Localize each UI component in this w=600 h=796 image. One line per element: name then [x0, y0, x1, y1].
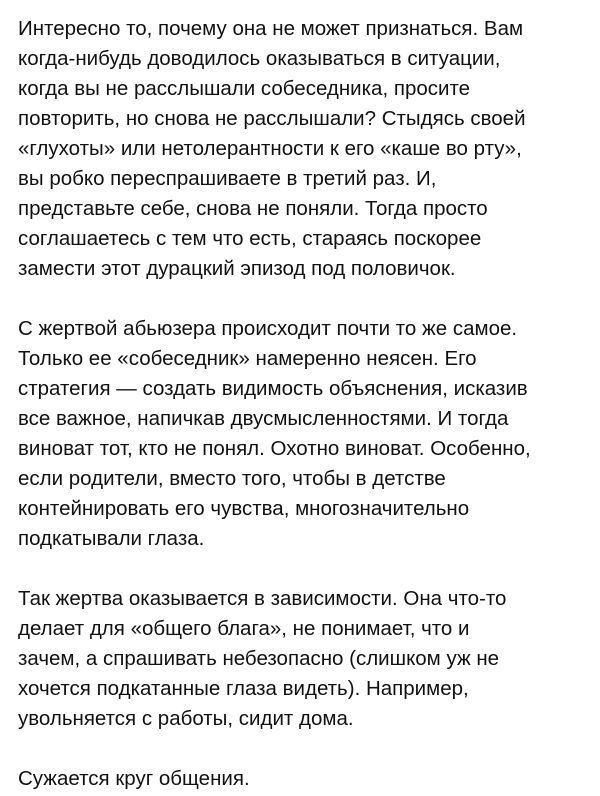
- text-line: повторить, но снова не расслышали? Стыдясь своей: [18, 107, 526, 130]
- paragraph-gap: [18, 284, 584, 314]
- text-line: подкатывали глаза.: [18, 527, 205, 550]
- text-body: [18, 14, 584, 794]
- text-line: хочется подкатанные глаза видеть). Например,: [18, 677, 469, 700]
- paragraph-gap: [18, 734, 584, 764]
- text-line: зачем, а спрашивать небезопасно (слишком уж не: [18, 647, 500, 670]
- text-line: увольняется с работы, сидит дома.: [18, 707, 354, 730]
- text-line: «глухоты» или нетолерантности к его «каше во рту»,: [18, 137, 522, 160]
- text-line: представьте себе, снова не поняли. Тогда просто: [18, 197, 488, 220]
- text-line: Так жертва оказывается в зависимости. Она что-то: [18, 587, 507, 610]
- text-line: когда-нибудь доводилось оказываться в ситуации,: [18, 47, 501, 70]
- text-line: Сужается круг общения.: [18, 767, 250, 790]
- paragraph-3: [18, 584, 584, 734]
- text-line: С жертвой абьюзера происходит почти то же самое.: [18, 317, 518, 340]
- text-line: стратегия — создать видимость объяснения, исказив: [18, 377, 528, 400]
- text-line: Только ее «собеседник» намеренно неясен. Его: [18, 347, 477, 370]
- text-line: если родители, вместо того, чтобы в детстве: [18, 467, 446, 490]
- paragraph-4: [18, 764, 584, 794]
- paragraph-gap: [18, 554, 584, 584]
- text-line: соглашаетесь с тем что есть, стараясь поскорее: [18, 227, 482, 250]
- text-line: делает для «общего блага», не понимает, что и: [18, 617, 470, 640]
- paragraph-1: [18, 14, 584, 284]
- text-line: виноват тот, кто не понял. Охотно виноват. Особенно,: [18, 437, 531, 460]
- text-line: контейнировать его чувства, многозначительно: [18, 497, 470, 520]
- text-line: когда вы не расслышали собеседника, просите: [18, 77, 471, 100]
- text-line: Интересно то, почему она не может признаться. Вам: [18, 17, 524, 40]
- text-line: все важное, напичкав двусмысленностями. И тогда: [18, 407, 509, 430]
- paragraph-2: [18, 314, 584, 554]
- text-line: вы робко переспрашиваете в третий раз. И,: [18, 167, 437, 190]
- text-line: замести этот дурацкий эпизод под половичок.: [18, 257, 456, 280]
